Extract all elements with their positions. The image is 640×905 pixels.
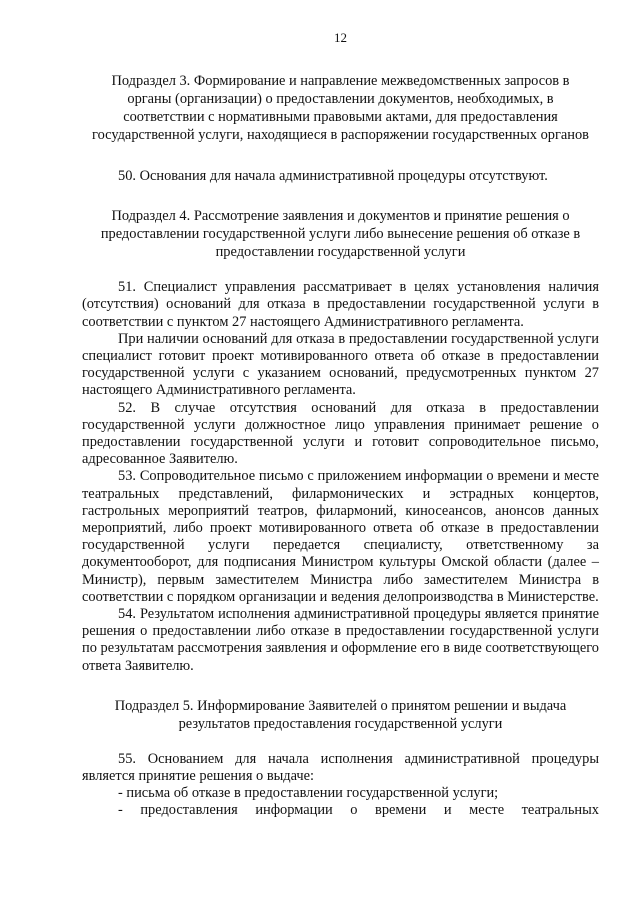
section-heading-5: Подраздел 5. Информирование Заявителей о принятом решении и выдача результатов предоставления государственной услуги — [114, 697, 567, 732]
page-number: 12 — [334, 30, 347, 45]
paragraph-52: 52. В случае отсутствия оснований для отказа в предоставлении государственной услуги должностное лицо управления принимает решение о предоставлении государственной услуги и готовит сопроводительное письмо, адресованное Заявителю. — [82, 399, 599, 468]
paragraph-50: 50. Основания для начала административной процедуры отсутствуют. — [118, 168, 548, 184]
list-item: - письма об отказе в предоставлении государственной услуги; — [118, 785, 499, 802]
paragraph-51: 51. Специалист управления рассматривает в целях установления наличия (отсутствия) оснований для отказа в предоставлении государственной услуги в соответствии с пунктом 27 настоящего Административного регламента. — [82, 279, 599, 330]
list-item: - предоставления информации о времени и месте театральных — [118, 802, 599, 819]
section-heading-3: Подраздел 3. Формирование и направление межведомственных запросов в органы (организации) о предоставлении документов, необходимых, в соответствии с нормативными правовыми актами, для предоставления государственной услуги, находящиеся в распоряжении государственных органов — [92, 73, 589, 143]
document-page — [82, 30, 599, 820]
paragraph-54: 54. Результатом исполнения административной процедуры является принятие решения о предоставлении либо отказе в предоставлении государственной услуги по результатам рассмотрения заявления и оформление его в виде соответствующего ответа Заявителю. — [82, 606, 599, 674]
paragraph-55: 55. Основанием для начала исполнения административной процедуры является принятие решения о выдаче: — [82, 750, 599, 785]
paragraph-51-cont: При наличии оснований для отказа в предоставлении государственной услуги специалист готовит проект мотивированного ответа об отказе в предоставлении государственной услуги с указанием оснований, предусмотренных пунктом 27 настоящего Административного регламента. — [82, 330, 599, 399]
section-heading-4: Подраздел 4. Рассмотрение заявления и документов и принятие решения о предоставлении государственной услуги либо вынесение решения об отказе в предоставлении государственной услуги — [100, 208, 581, 261]
paragraph-53: 53. Сопроводительное письмо с приложением информации о времени и месте театральных представлений, филармонических и эстрадных концертов, гастрольных мероприятий театров, филармоний, киносеансов, анонсов данных мероприятий, либо проект мотивированного ответа об отказе в предоставлении государственной услуги передается специалисту, ответственному за документооборот, для подписания Министром культуры Омской области (далее – Министр), первым заместителем Министра либо заместителем Министра в соответствии с порядком организации и ведения делопроизводства в Министерстве. — [82, 468, 599, 605]
